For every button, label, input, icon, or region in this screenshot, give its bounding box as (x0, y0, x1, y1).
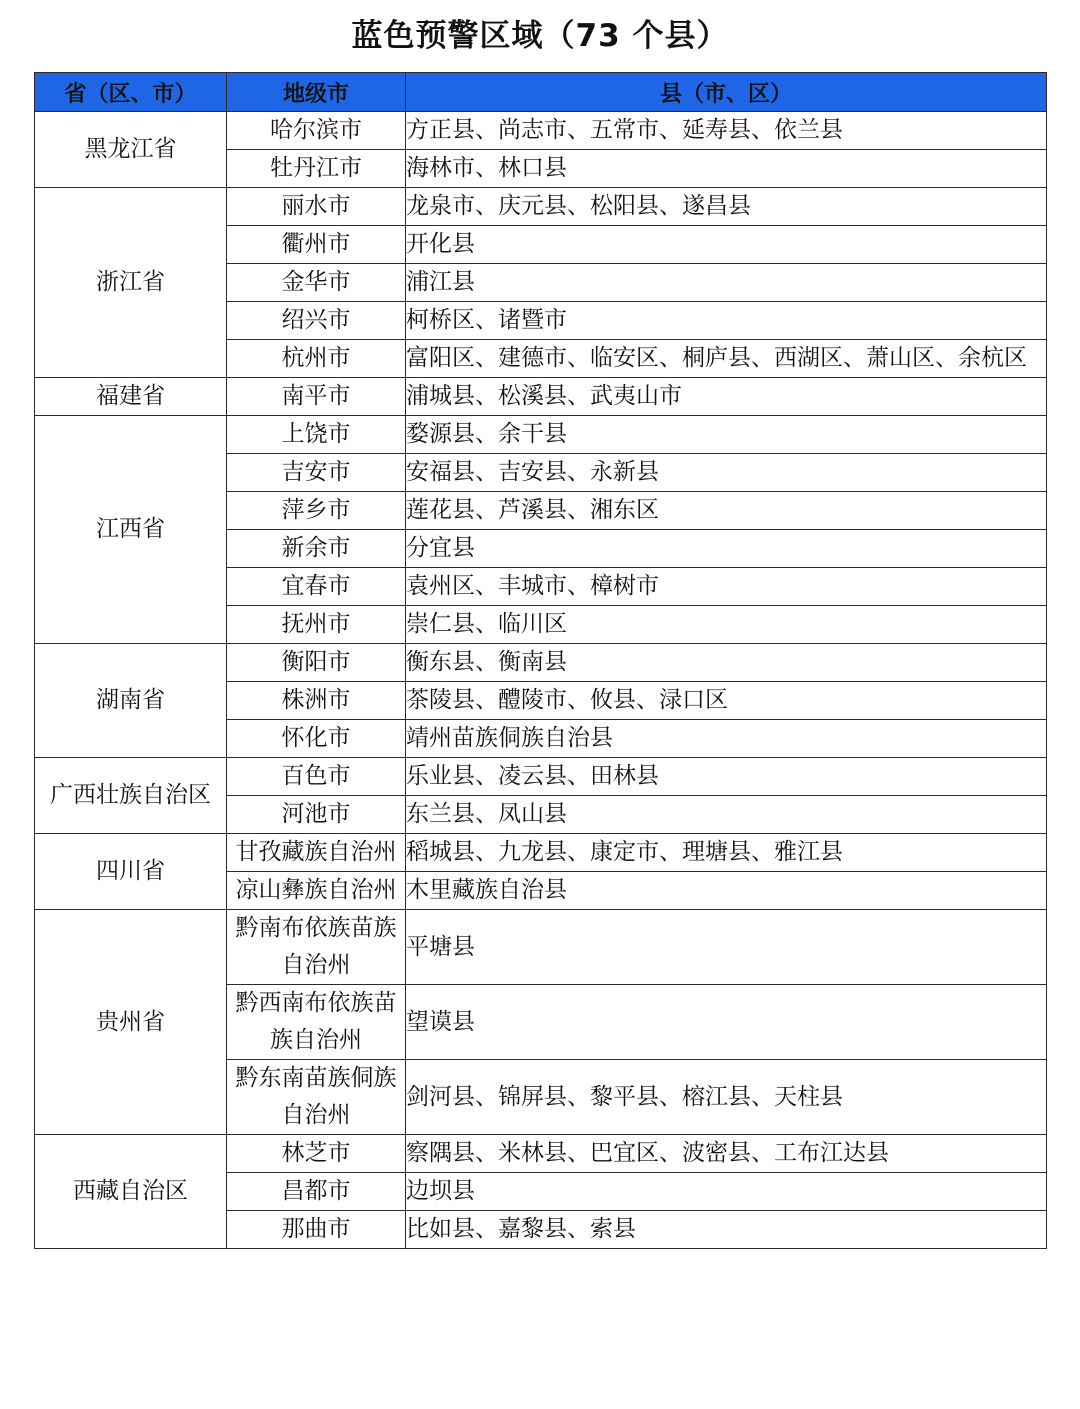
county-cell: 比如县、嘉黎县、索县 (406, 1211, 1047, 1249)
table-row (35, 644, 1047, 682)
county-cell: 平塘县 (406, 910, 1047, 985)
header-city: 地级市 (227, 73, 406, 112)
province-cell: 黑龙江省 (35, 112, 227, 188)
city-cell: 那曲市 (227, 1211, 406, 1249)
county-cell: 分宜县 (406, 530, 1047, 568)
warning-region-table (34, 72, 1047, 1249)
city-cell: 黔东南苗族侗族自治州 (227, 1060, 406, 1135)
province-cell: 贵州省 (35, 910, 227, 1135)
city-cell: 金华市 (227, 264, 406, 302)
city-cell: 牡丹江市 (227, 150, 406, 188)
city-cell: 抚州市 (227, 606, 406, 644)
city-cell: 黔南布依族苗族自治州 (227, 910, 406, 985)
page-title: 蓝色预警区域（73 个县） (351, 18, 729, 54)
province-cell: 西藏自治区 (35, 1135, 227, 1249)
county-cell: 稻城县、九龙县、康定市、理塘县、雅江县 (406, 834, 1047, 872)
county-cell: 浦城县、松溪县、武夷山市 (406, 378, 1047, 416)
city-cell: 宜春市 (227, 568, 406, 606)
city-cell: 凉山彝族自治州 (227, 872, 406, 910)
county-cell: 木里藏族自治县 (406, 872, 1047, 910)
county-cell: 茶陵县、醴陵市、攸县、渌口区 (406, 682, 1047, 720)
county-cell: 婺源县、余干县 (406, 416, 1047, 454)
province-cell: 湖南省 (35, 644, 227, 758)
county-cell: 安福县、吉安县、永新县 (406, 454, 1047, 492)
city-cell: 百色市 (227, 758, 406, 796)
county-cell: 乐业县、凌云县、田林县 (406, 758, 1047, 796)
city-cell: 哈尔滨市 (227, 112, 406, 150)
table-row (35, 758, 1047, 796)
county-cell: 袁州区、丰城市、樟树市 (406, 568, 1047, 606)
county-cell: 富阳区、建德市、临安区、桐庐县、西湖区、萧山区、余杭区 (406, 340, 1047, 378)
county-cell: 柯桥区、诸暨市 (406, 302, 1047, 340)
table-row (35, 416, 1047, 454)
city-cell: 萍乡市 (227, 492, 406, 530)
county-cell: 剑河县、锦屏县、黎平县、榕江县、天柱县 (406, 1060, 1047, 1135)
table-row (35, 188, 1047, 226)
table-header-row (35, 73, 1047, 112)
city-cell: 黔西南布依族苗族自治州 (227, 985, 406, 1060)
province-cell: 浙江省 (35, 188, 227, 378)
county-cell: 靖州苗族侗族自治县 (406, 720, 1047, 758)
county-cell: 开化县 (406, 226, 1047, 264)
county-cell: 崇仁县、临川区 (406, 606, 1047, 644)
county-cell: 察隅县、米林县、巴宜区、波密县、工布江达县 (406, 1135, 1047, 1173)
city-cell: 丽水市 (227, 188, 406, 226)
city-cell: 怀化市 (227, 720, 406, 758)
table-row (35, 378, 1047, 416)
header-county: 县（市、区） (406, 73, 1047, 112)
city-cell: 新余市 (227, 530, 406, 568)
county-cell: 龙泉市、庆元县、松阳县、遂昌县 (406, 188, 1047, 226)
city-cell: 衡阳市 (227, 644, 406, 682)
table-body (35, 112, 1047, 1249)
city-cell: 株洲市 (227, 682, 406, 720)
table-row (35, 834, 1047, 872)
city-cell: 南平市 (227, 378, 406, 416)
table-row (35, 910, 1047, 985)
county-cell: 浦江县 (406, 264, 1047, 302)
city-cell: 吉安市 (227, 454, 406, 492)
province-cell: 江西省 (35, 416, 227, 644)
province-cell: 福建省 (35, 378, 227, 416)
table-row (35, 1135, 1047, 1173)
city-cell: 绍兴市 (227, 302, 406, 340)
city-cell: 杭州市 (227, 340, 406, 378)
province-cell: 广西壮族自治区 (35, 758, 227, 834)
table-row (35, 112, 1047, 150)
county-cell: 衡东县、衡南县 (406, 644, 1047, 682)
city-cell: 昌都市 (227, 1173, 406, 1211)
city-cell: 甘孜藏族自治州 (227, 834, 406, 872)
county-cell: 东兰县、凤山县 (406, 796, 1047, 834)
header-province: 省（区、市） (35, 73, 227, 112)
city-cell: 衢州市 (227, 226, 406, 264)
county-cell: 边坝县 (406, 1173, 1047, 1211)
city-cell: 河池市 (227, 796, 406, 834)
province-cell: 四川省 (35, 834, 227, 910)
county-cell: 莲花县、芦溪县、湘东区 (406, 492, 1047, 530)
county-cell: 方正县、尚志市、五常市、延寿县、依兰县 (406, 112, 1047, 150)
city-cell: 林芝市 (227, 1135, 406, 1173)
county-cell: 海林市、林口县 (406, 150, 1047, 188)
city-cell: 上饶市 (227, 416, 406, 454)
county-cell: 望谟县 (406, 985, 1047, 1060)
